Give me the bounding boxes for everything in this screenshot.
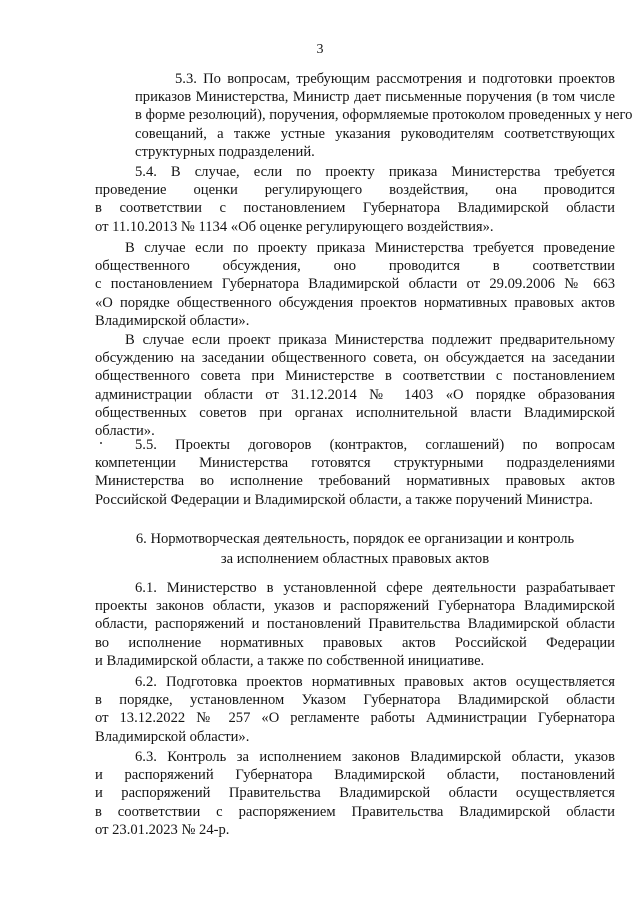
text-line: и распоряжений Губернатора Владимирской области, постановлений <box>95 767 615 784</box>
text-line: и Владимирской области, а также по собственной инициативе. <box>95 652 485 669</box>
text-line: общественного совета при Министерстве в соответствии с постановлением <box>95 368 615 385</box>
text-line: В случае если по проекту приказа Министерства требуется проведение <box>125 240 615 256</box>
text-line: в форме резолюций), поручения, оформляемые протоколом проведенных у него <box>135 107 633 124</box>
paragraph-5-4 <box>95 163 615 236</box>
text-line: Российской Федерации и Владимирской области, а также поручений Министра. <box>95 491 593 508</box>
text-line: компетенции Министерства готовятся структурными подразделениями <box>95 455 615 472</box>
page-number: 3 <box>316 42 324 57</box>
text-line: в соответствии с постановлением Губернатора Владимирской области <box>95 200 615 217</box>
text-line: 5.3. По вопросам, требующим рассмотрения и подготовки проектов <box>175 71 615 87</box>
text-line: структурных подразделений. <box>135 143 315 160</box>
text-line: 5.5. Проекты договоров (контрактов, соглашений) по вопросам <box>135 437 615 453</box>
text-line: от 11.10.2013 № 1134 «Об оценке регулирующего воздействия». <box>95 218 494 235</box>
text-line: с постановлением Губернатора Владимирской области от 29.09.2006 № 663 <box>95 276 615 293</box>
text-line: от 23.01.2023 № 24-р. <box>95 821 230 838</box>
text-line: приказов Министерства, Министр дает письменные поручения (в том числе <box>135 89 615 106</box>
heading-line: за исполнением областных правовых актов <box>220 551 490 567</box>
text-line: общественного обсуждения, оно проводится в соответствии <box>95 258 615 275</box>
paragraph-6-2 <box>95 673 615 746</box>
paragraph-5-5 <box>95 436 615 509</box>
heading-line: 6. Нормотворческая деятельность, порядок ее организации и контроль <box>135 531 575 547</box>
text-line: «О порядке общественного обсуждения проектов нормативных правовых актов <box>95 294 615 311</box>
text-line: общественных советов при органах исполнительной власти Владимирской <box>95 404 615 421</box>
text-line: Владимирской области». <box>95 312 250 329</box>
text-line: Владимирской области». <box>95 728 250 745</box>
text-line: Министерства во исполнение требований нормативных правовых актов <box>95 473 615 490</box>
text-line: 6.1. Министерство в установленной сфере деятельности разрабатывает <box>135 580 615 596</box>
text-line: совещаний, а также устные указания руководителям соответствующих <box>135 125 615 142</box>
text-line: проекты законов области, указов и распоряжений Губернатора Владимирской <box>95 598 615 615</box>
text-line: администрации области от 31.12.2014 № 1403 «О порядке образования <box>95 386 615 403</box>
text-line: и распоряжений Правительства Владимирской области осуществляется <box>95 785 615 802</box>
section-6-heading <box>95 529 615 569</box>
text-line: 5.4. В случае, если по проекту приказа Министерства требуется <box>135 164 615 180</box>
text-line: области, распоряжений и постановлений Правительства Владимирской области <box>95 616 615 633</box>
paragraph-5-4-public-council <box>95 331 615 440</box>
text-line: проведение оценки регулирующего воздействия, она проводится <box>95 182 615 199</box>
paragraph-6-3 <box>95 748 615 839</box>
text-line: обсуждению на заседании общественного совета, он обсуждается на заседании <box>95 350 615 367</box>
text-line: в порядке, установленном Указом Губернатора Владимирской области <box>95 692 615 709</box>
text-line: 6.2. Подготовка проектов нормативных правовых актов осуществляется <box>135 674 615 690</box>
text-line: во исполнение нормативных правовых актов Российской Федерации <box>95 634 615 651</box>
text-line: от 13.12.2022 № 257 «О регламенте работы Администрации Губернатора <box>95 710 615 727</box>
text-line: 6.3. Контроль за исполнением законов Владимирской области, указов <box>135 749 615 765</box>
text-line: в соответствии с распоряжением Правительства Владимирской области <box>95 803 615 820</box>
paragraph-5-3 <box>95 70 633 161</box>
text-line: В случае если проект приказа Министерства подлежит предварительному <box>125 332 615 348</box>
paragraph-6-1 <box>95 579 615 670</box>
paragraph-5-4-public-discussion <box>95 239 615 330</box>
text-line: области». <box>95 423 155 440</box>
